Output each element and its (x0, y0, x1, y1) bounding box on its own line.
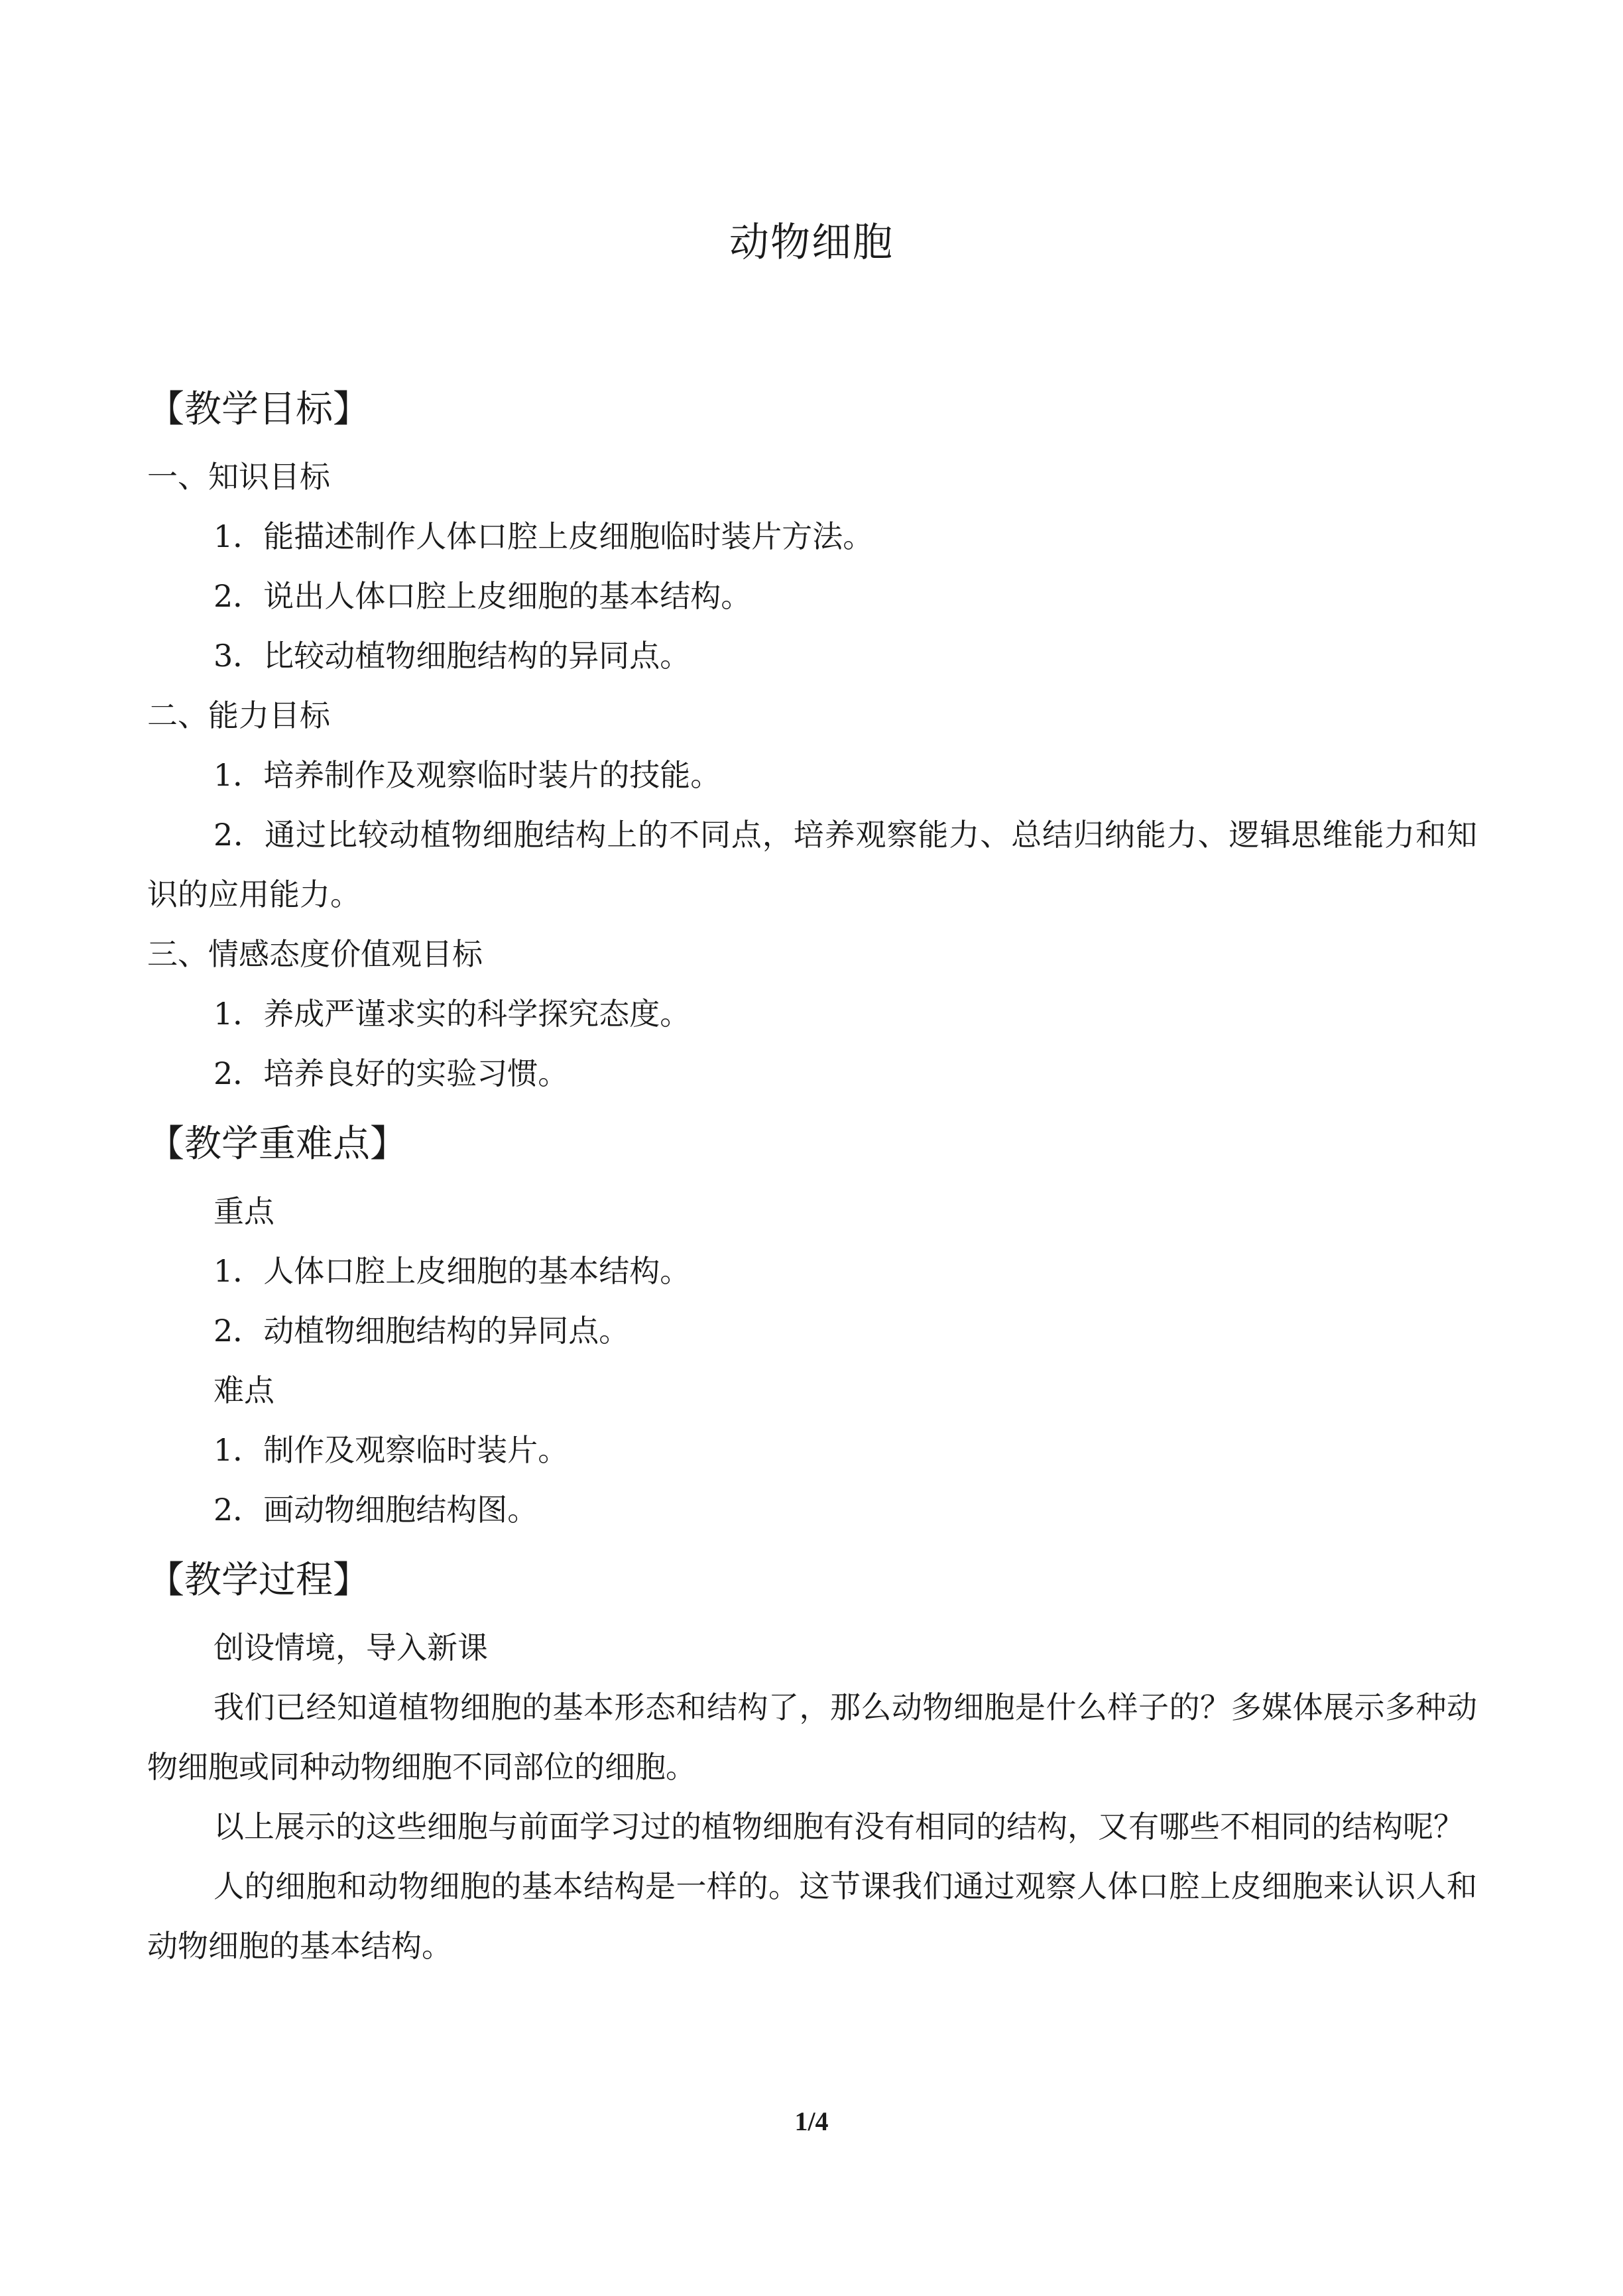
list-item-multiline: 2．通过比较动植物细胞结构上的不同点，培养观察能力、总结归纳能力、逻辑思维能力和知识的应用能力。 (147, 817, 1477, 912)
list-item: 1．能描述制作人体口腔上皮细胞临时装片方法。 (213, 518, 874, 554)
document-body (147, 373, 1477, 1976)
intro-label: 创设情境，导入新课 (213, 1630, 488, 1665)
page-title: 动物细胞 (729, 219, 894, 266)
list-item: 1．培养制作及观察临时装片的技能。 (213, 757, 721, 793)
page-number: 1/4 (794, 2106, 829, 2136)
section-heading-process: 【教学过程】 (147, 1559, 370, 1602)
list-item: 2．培养良好的实验习惯。 (213, 1056, 569, 1091)
paragraph: 以上展示的这些细胞与前面学习过的植物细胞有没有相同的结构，又有哪些不相同的结构呢？ (213, 1809, 1464, 1844)
list-item: 3．比较动植物细胞结构的异同点。 (213, 638, 691, 674)
list-item: 2．画动物细胞结构图。 (213, 1492, 538, 1528)
list-item: 1．养成严谨求实的科学探究态度。 (213, 996, 691, 1032)
list-item: 2．说出人体口腔上皮细胞的基本结构。 (213, 578, 752, 614)
difficulty-label: 难点 (213, 1372, 274, 1408)
subheading-emotion: 三、情感态度价值观目标 (147, 936, 483, 972)
subheading-knowledge: 一、知识目标 (147, 459, 330, 495)
list-item: 1．人体口腔上皮细胞的基本结构。 (213, 1253, 691, 1289)
subheading-ability: 二、能力目标 (147, 697, 330, 733)
section-heading-objectives: 【教学目标】 (147, 388, 370, 431)
list-item: 2．动植物细胞结构的异同点。 (213, 1313, 630, 1349)
section-heading-key-points: 【教学重难点】 (147, 1122, 407, 1166)
list-item: 1．制作及观察临时装片。 (213, 1432, 569, 1468)
focus-label: 重点 (213, 1193, 274, 1229)
paragraph: 我们已经知道植物细胞的基本形态和结构了，那么动物细胞是什么样子的？多媒体展示多种动物细胞或同种动物细胞不同部位的细胞。 (147, 1689, 1477, 1785)
paragraph: 人的细胞和动物细胞的基本结构是一样的。这节课我们通过观察人体口腔上皮细胞来认识人和动物细胞的基本结构。 (147, 1868, 1477, 1964)
